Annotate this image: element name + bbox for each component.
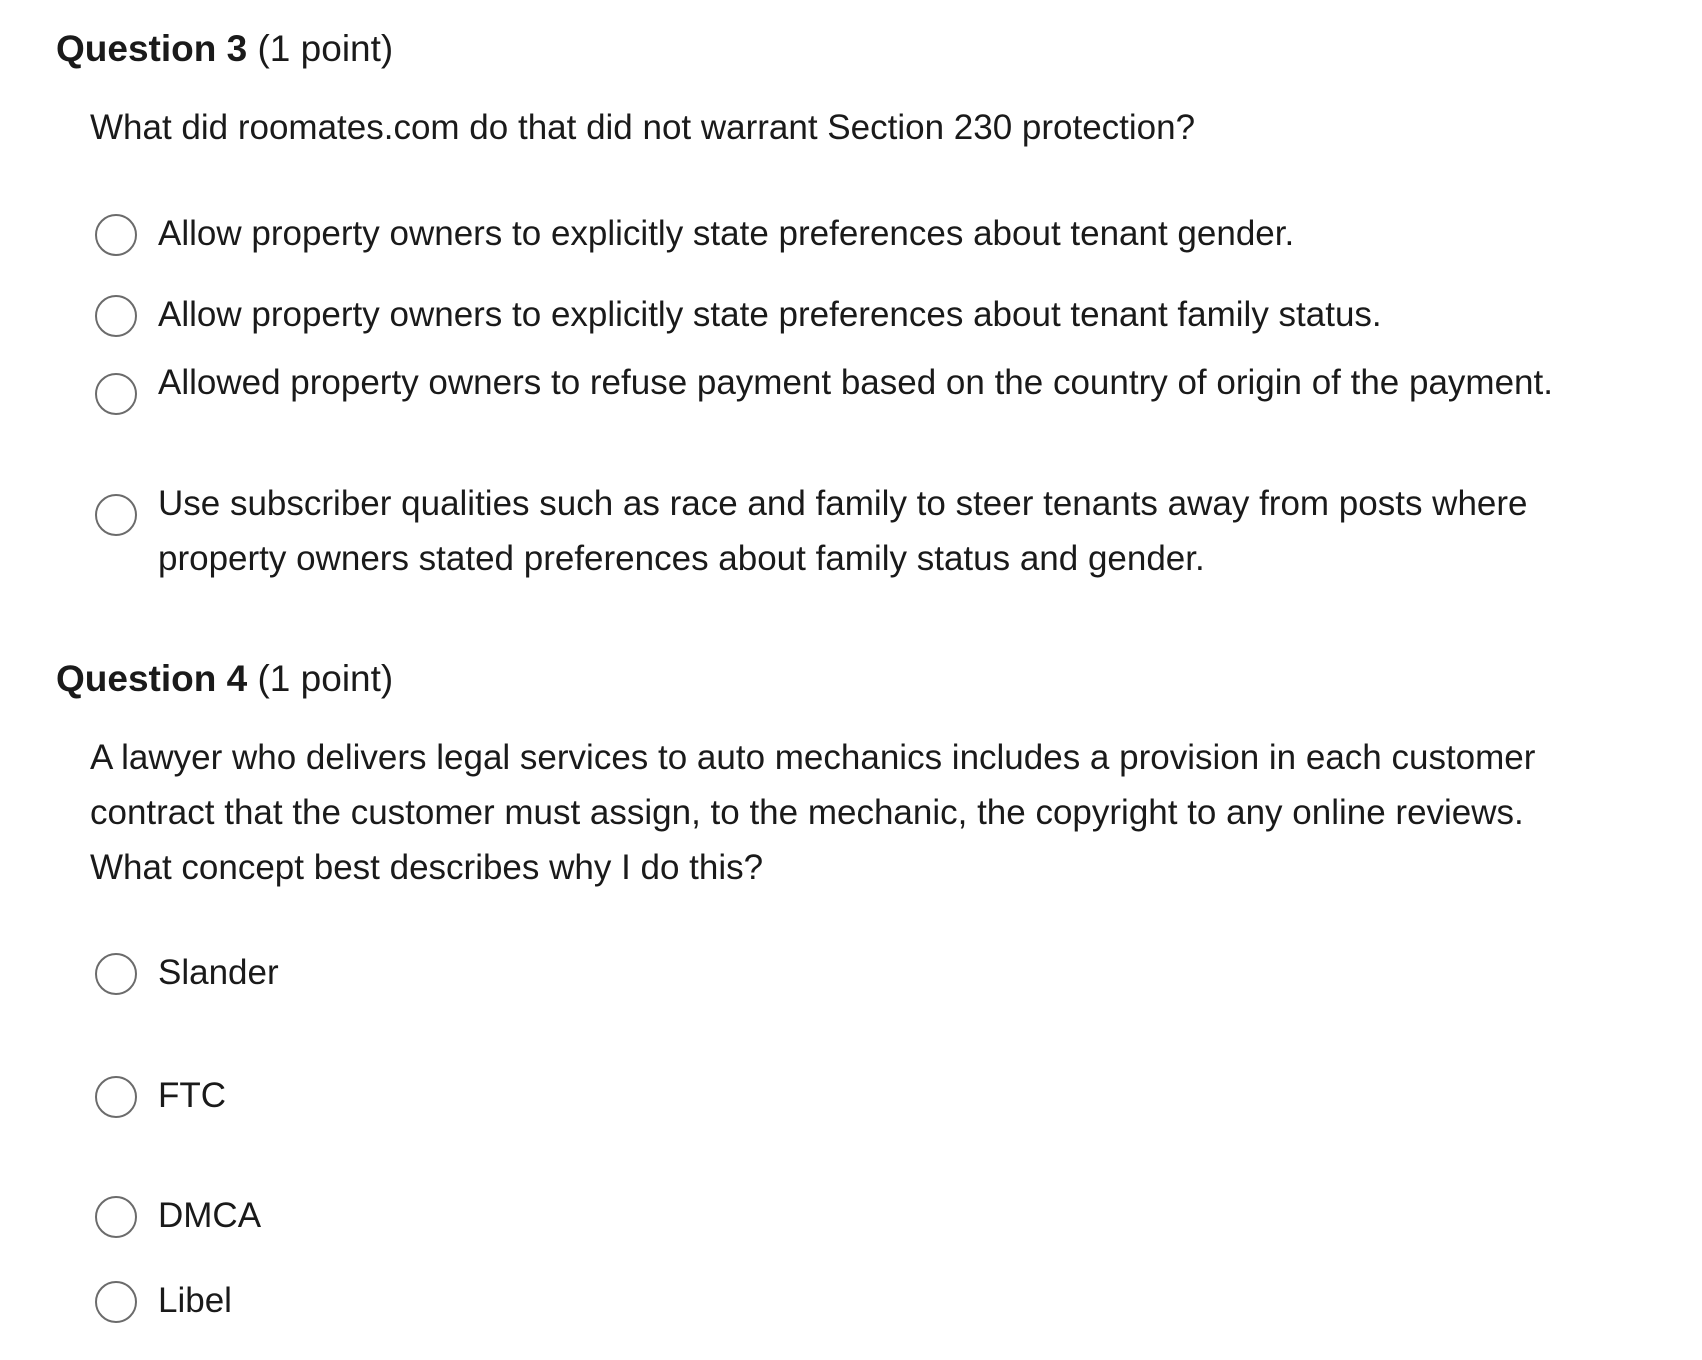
option-label[interactable]: Allowed property owners to refuse payment based on the country of origin of the payment. (158, 363, 1553, 402)
radio-button[interactable] (95, 1281, 137, 1323)
question-4-title: Question 4 (56, 658, 248, 699)
question-4-header (56, 657, 393, 701)
radio-button[interactable] (95, 1196, 137, 1238)
option-label[interactable]: FTC (158, 1076, 227, 1115)
option-label[interactable]: Libel (158, 1281, 232, 1320)
question-3-header (56, 27, 393, 71)
radio-button[interactable] (95, 494, 137, 536)
radio-button[interactable] (95, 953, 137, 995)
option-label[interactable]: Slander (158, 953, 279, 992)
option-label[interactable]: Use subscriber qualities such as race and family to steer tenants away from posts where property owners stated preferences about family status and gender. (158, 484, 1528, 578)
radio-button[interactable] (95, 214, 137, 256)
radio-button[interactable] (95, 1076, 137, 1118)
question-3-points: (1 point) (257, 28, 394, 69)
option-label[interactable]: Allow property owners to explicitly state preferences about tenant family status. (158, 295, 1382, 334)
question-4-points: (1 point) (257, 658, 394, 699)
radio-button[interactable] (95, 373, 137, 415)
question-4-prompt: A lawyer who delivers legal services to auto mechanics includes a provision in each customer contract that the customer must assign, to the mechanic, the copyright to any online reviews. What concept best describes why I do this? (90, 738, 1536, 887)
radio-button[interactable] (95, 295, 137, 337)
question-3-prompt: What did roomates.com do that did not warrant Section 230 protection? (90, 108, 1196, 147)
question-3-title: Question 3 (56, 28, 248, 69)
option-label[interactable]: DMCA (158, 1196, 262, 1235)
option-label[interactable]: Allow property owners to explicitly state preferences about tenant gender. (158, 214, 1295, 253)
